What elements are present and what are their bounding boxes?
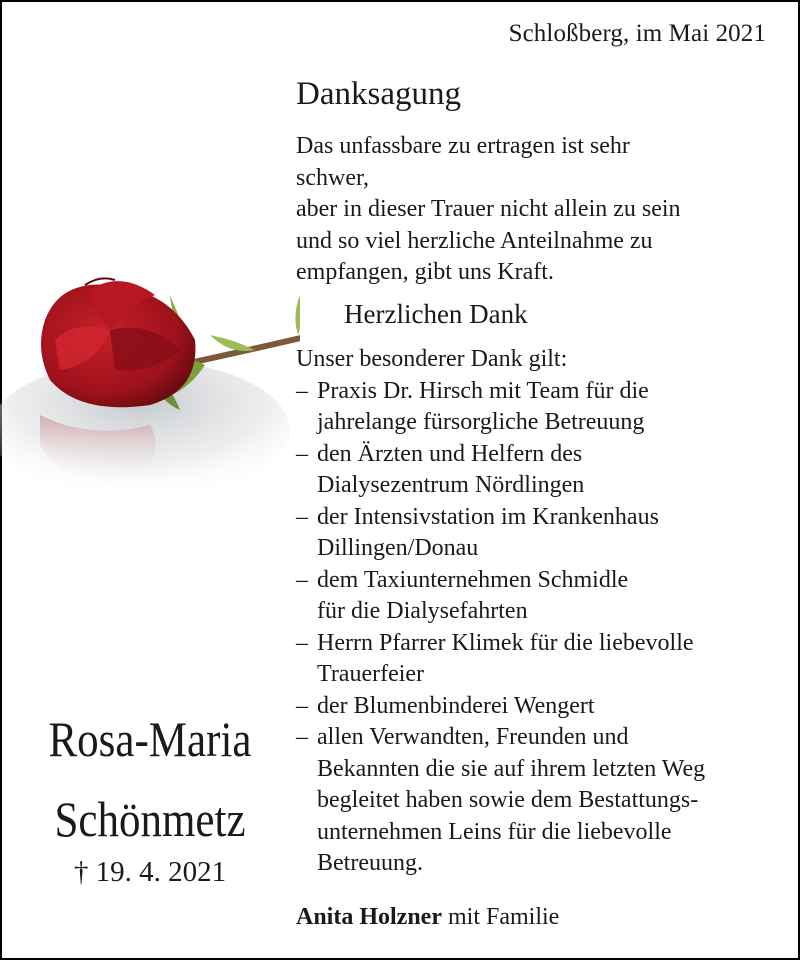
list-item-line: der Blumenbinderei Wengert [317,692,595,719]
thanks-section [296,344,776,880]
list-item [296,376,776,439]
list-item-line: jahrelange fürsorgliche Betreuung [317,409,645,435]
list-item-line: Trauerfeier [317,661,425,687]
thanks-intro: Unser besonderer Dank gilt: [296,346,568,372]
intro-line: aber in dieser Trauer nicht allein zu sein [296,196,681,222]
intro-line: Das unfassbare zu ertragen ist sehr [296,133,630,159]
dash-bullet: – [296,692,308,719]
list-item [296,722,776,880]
dash-bullet: – [296,629,308,656]
signature-name: Anita Holzner [296,904,442,930]
dash-bullet: – [296,377,308,404]
list-item-line: der Intensivstation im Krankenhaus [317,503,659,530]
list-item-line: allen Verwandten, Freunden und [317,724,629,750]
place-date: Schloßberg, im Mai 2021 [508,20,766,47]
intro-text [296,131,756,289]
page-title: Danksagung [296,76,461,112]
list-item [296,565,776,628]
dash-bullet: – [296,440,308,467]
list-item [296,691,776,723]
subtitle: Herzlichen Dank [344,299,528,329]
list-item-line: Herrn Pfarrer Klimek für die liebevolle [317,629,694,656]
list-item-line: Betreuung. [317,850,423,876]
list-item-line: dem Taxiunternehmen Schmidle [317,566,629,593]
deceased-last-name: Schönmetz [54,791,246,847]
death-date: † 19. 4. 2021 [73,856,227,888]
rose-image [0,200,300,500]
list-item-line: begleitet haben sowie dem Bestattungs- [317,787,699,813]
list-item-line: Praxis Dr. Hirsch mit Team für die [317,377,649,404]
thanks-list [296,376,776,880]
deceased-first-name: Rosa-Maria [48,711,252,767]
list-item-line: Bekannten die sie auf ihrem letzten Weg [317,755,706,782]
list-item-line: unternehmen Leins für die liebevolle [317,818,672,845]
list-item [296,628,776,691]
dash-bullet: – [296,724,308,750]
list-item-line: Dillingen/Donau [317,535,479,561]
intro-line: schwer, [296,164,370,191]
intro-line: und so viel herzliche Anteilnahme zu [296,227,653,254]
signature-suffix: mit Familie [447,904,560,930]
list-item [296,502,776,565]
list-item [296,439,776,502]
intro-line: empfangen, gibt uns Kraft. [296,259,554,285]
list-item-line: Dialysezentrum Nördlingen [317,472,585,498]
dash-bullet: – [296,566,308,593]
dash-bullet: – [296,503,308,530]
signature [296,904,559,931]
list-item-line: den Ärzten und Helfern des [317,440,583,467]
list-item-line: für die Dialysefahrten [317,598,528,624]
